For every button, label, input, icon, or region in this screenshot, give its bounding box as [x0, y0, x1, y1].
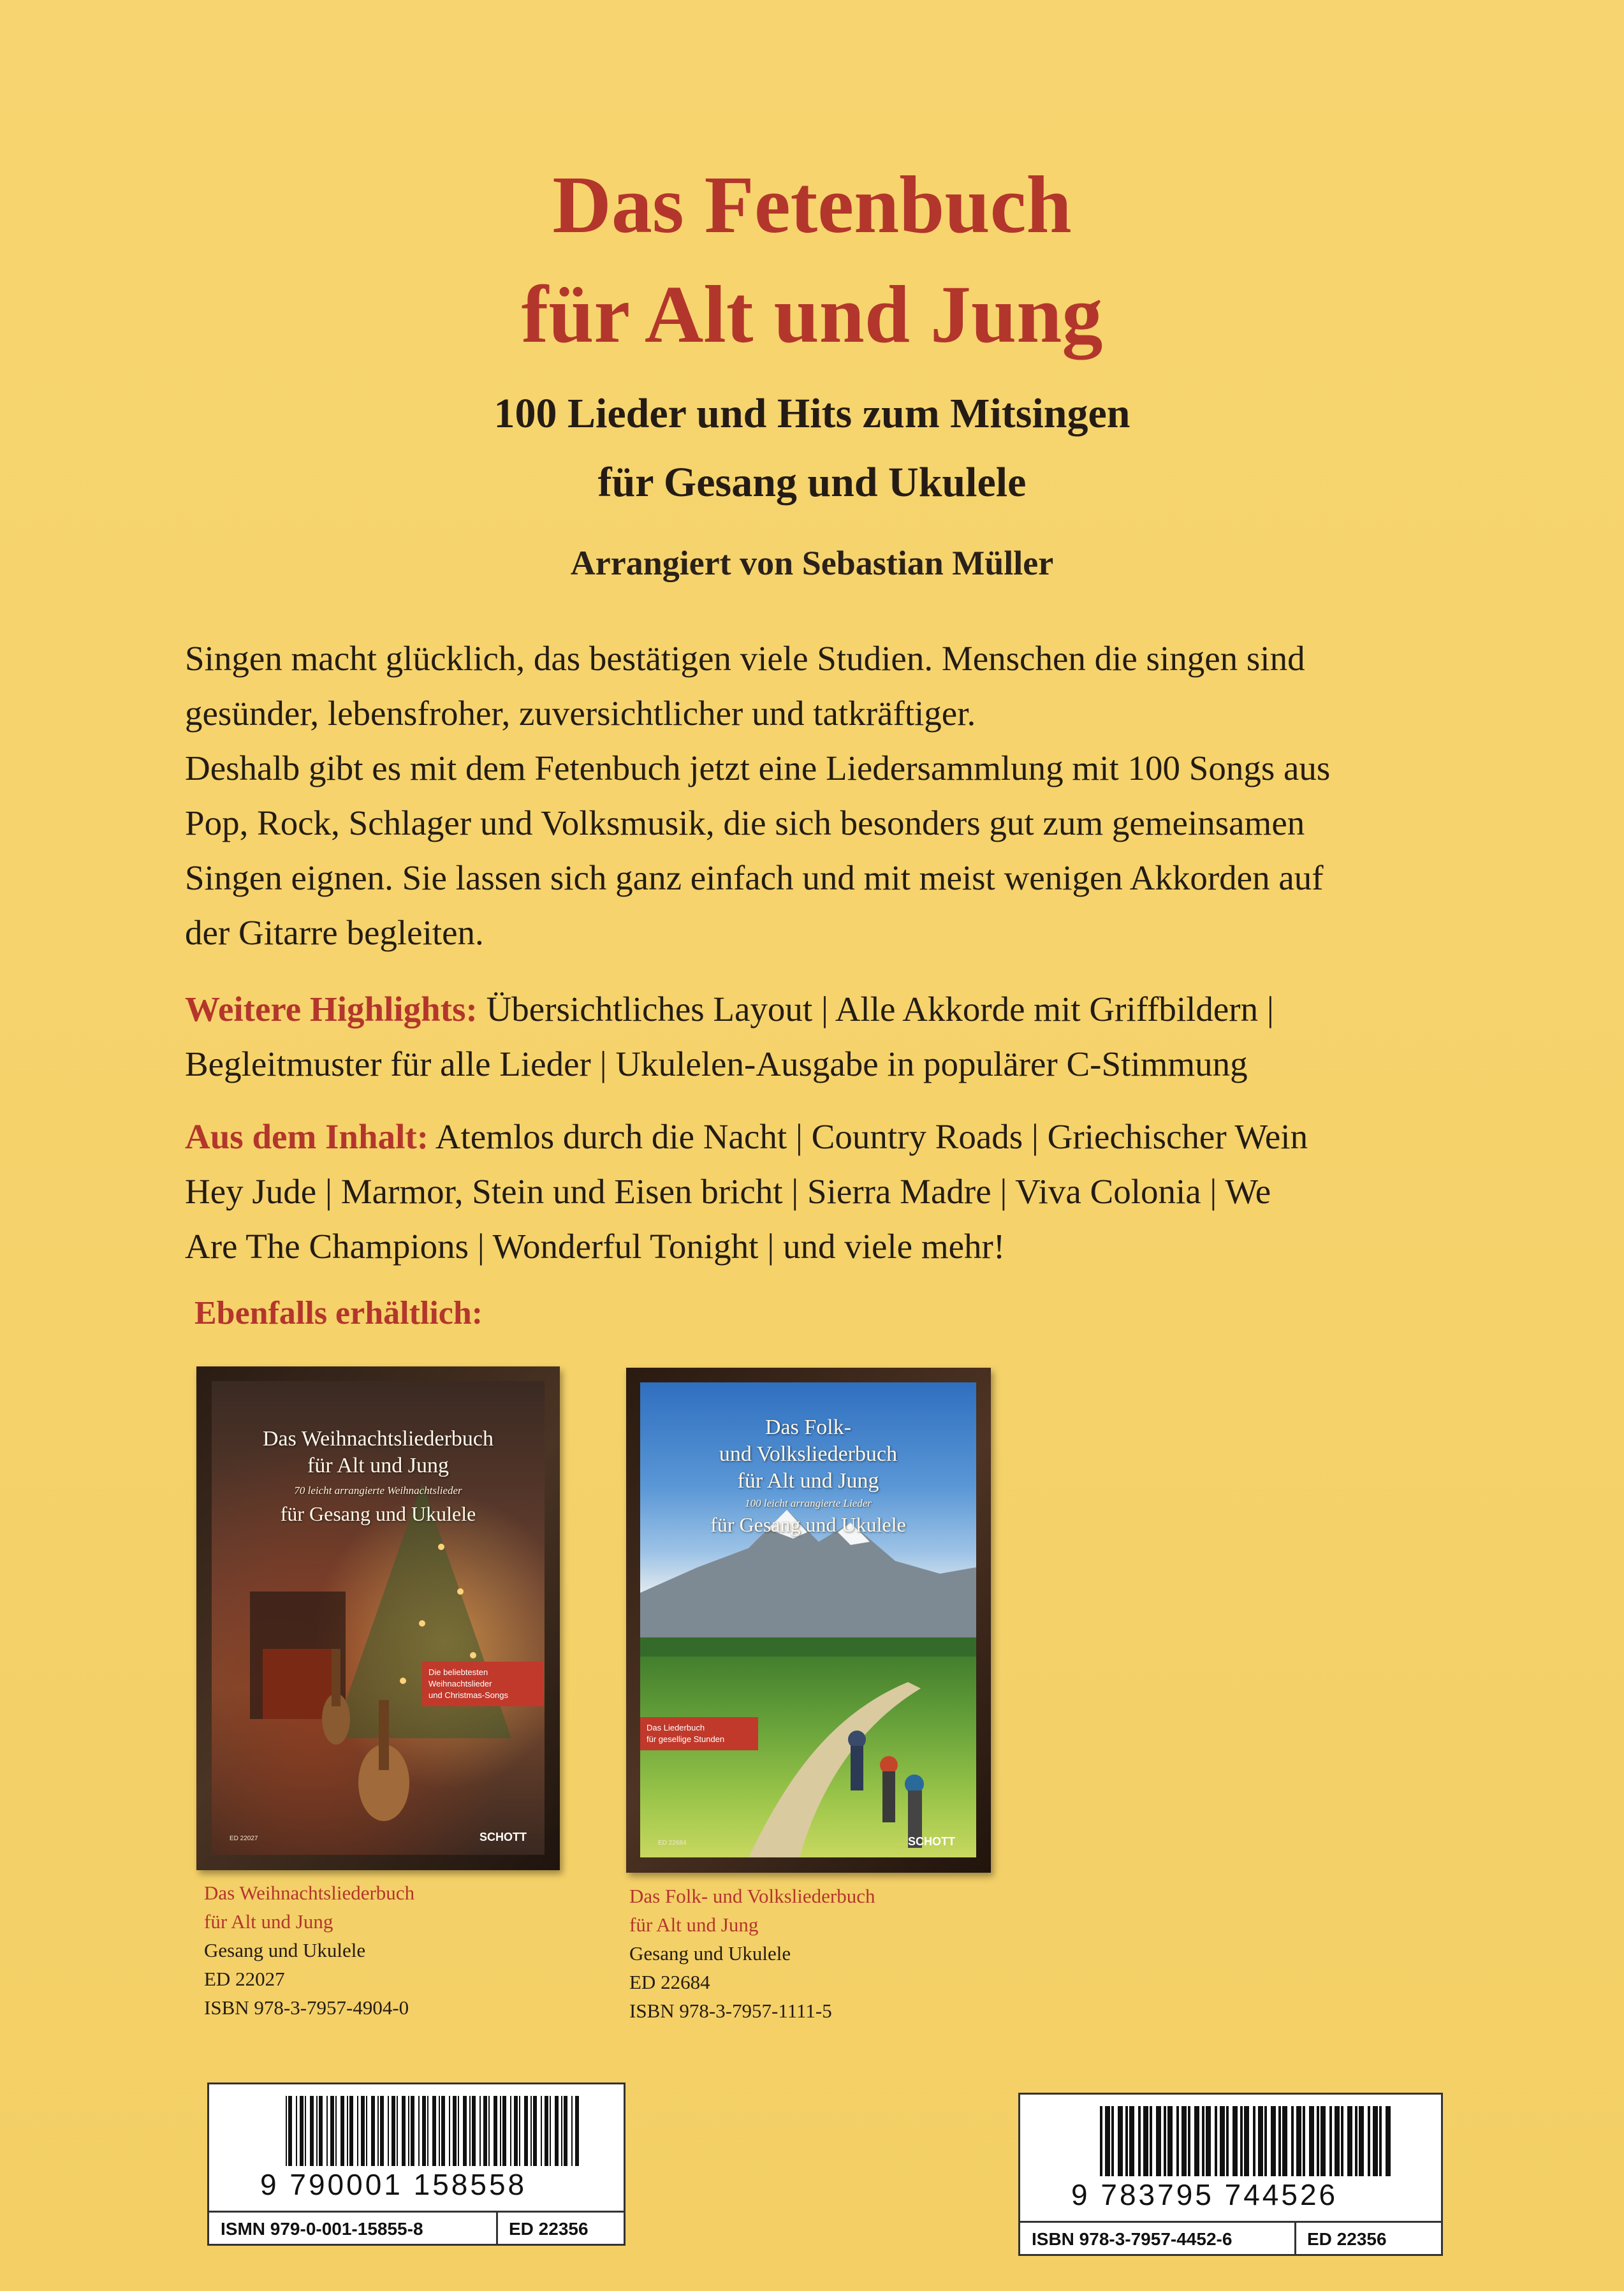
- title-line-2: für Alt und Jung: [521, 269, 1103, 360]
- barcode-bar: [316, 2096, 318, 2166]
- barcode-bar: [1233, 2106, 1238, 2176]
- barcode-bar: [366, 2096, 367, 2166]
- barcode-bar: [1329, 2106, 1332, 2176]
- barcode-ed: ED 22356: [1307, 2229, 1387, 2249]
- book-subtitle: [0, 379, 1624, 517]
- book-info-folk: Das Folk- und Volksliederbuch für Alt und Jung Gesang und Ukulele ED 22684 ISBN 978-3-7957-1111-5: [629, 1885, 875, 2022]
- barcode-bar: [545, 2096, 548, 2166]
- highlights-line-2: Begleitmuster für alle Lieder | Ukulelen-Ausgabe in populärer C-Stimmung: [185, 1044, 1248, 1083]
- barcode-bar: [550, 2096, 551, 2166]
- contents-label: Aus dem Inhalt:: [185, 1117, 429, 1156]
- barcode-bar: [530, 2096, 532, 2166]
- barcode-bar: [1143, 2106, 1148, 2176]
- barcode-bar: [1188, 2106, 1190, 2176]
- barcode-bar: [541, 2096, 542, 2166]
- barcode-bar: [1355, 2106, 1357, 2176]
- barcode-bar: [418, 2096, 420, 2166]
- publisher-logo: SCHOTT: [908, 1835, 955, 1848]
- barcode-bar: [564, 2096, 567, 2166]
- contents-line-1: Atemlos durch die Nacht | Country Roads | Griechischer Wein: [435, 1117, 1308, 1156]
- barcode-bar: [1226, 2106, 1229, 2176]
- barcode-digits: 9 783795 744526: [1071, 2178, 1338, 2211]
- barcode-bar: [1359, 2106, 1364, 2176]
- publisher-logo: SCHOTT: [479, 1831, 527, 1843]
- highlights-label: Weitere Highlights:: [185, 990, 478, 1028]
- barcode-bar: [1105, 2106, 1110, 2176]
- barcode-bar: [286, 2096, 287, 2166]
- title-line-1: Das Fetenbuch: [552, 159, 1072, 250]
- cover-edition: ED 22684: [658, 1840, 687, 1847]
- barcode-bar: [1181, 2106, 1187, 2176]
- barcode-bar: [524, 2096, 528, 2166]
- barcode-bar: [469, 2096, 471, 2166]
- barcode-bar: [1240, 2106, 1243, 2176]
- subtitle-line-2: für Gesang und Ukulele: [597, 459, 1027, 506]
- barcode-bar: [1271, 2106, 1276, 2176]
- barcode-bar: [1303, 2106, 1305, 2176]
- barcode-bar: [561, 2096, 562, 2166]
- barcode-bar: [1379, 2106, 1382, 2176]
- barcode-bar: [408, 2096, 409, 2166]
- barcode-bar: [371, 2096, 375, 2166]
- barcode-bar: [1220, 2106, 1225, 2176]
- barcode-bar: [1386, 2106, 1391, 2176]
- barcode-footer: [1020, 2221, 1441, 2256]
- barcode-bar: [1244, 2106, 1249, 2176]
- cover-tag: Die beliebtesten Weihnachtslieder und Christmas-Songs: [422, 1662, 543, 1706]
- barcode-bar: [330, 2096, 334, 2166]
- barcode-bar: [1278, 2106, 1281, 2176]
- barcode-bar: [1309, 2106, 1314, 2176]
- barcode-bar: [300, 2096, 304, 2166]
- barcode-bar: [1118, 2106, 1123, 2176]
- contents-section: [185, 1109, 1467, 1274]
- intro-line: Singen eignen. Sie lassen sich ganz einfach und mit meist wenigen Akkorden auf: [185, 858, 1324, 897]
- barcode-bar: [377, 2096, 379, 2166]
- barcode-bar: [1373, 2106, 1378, 2176]
- barcode-bar: [1296, 2106, 1301, 2176]
- barcode-ed: ED 22356: [509, 2219, 589, 2239]
- cover-tag: Das Liederbuch für gesellige Stunden: [640, 1717, 758, 1750]
- barcode-digits: 9 790001 158558: [260, 2168, 527, 2201]
- also-available-label: Ebenfalls erhältlich:: [194, 1295, 483, 1331]
- cover-title: Das Weihnachtsliederbuch für Alt und Jung: [262, 1427, 494, 1477]
- barcode-bar: [449, 2096, 450, 2166]
- barcode-bar: [458, 2096, 459, 2166]
- barcode-ismn: [207, 2082, 625, 2246]
- cover-title: Das Folk- und Volksliederbuch für Alt und Jung: [719, 1416, 898, 1493]
- book-info-christmas: Das Weihnachtsliederbuch für Alt und Jung Gesang und Ukulele ED 22027 ISBN 978-3-7957-4904-0: [204, 1882, 415, 2019]
- barcode-bar: [472, 2096, 476, 2166]
- barcode-bar: [1368, 2106, 1370, 2176]
- barcode-bar: [483, 2096, 487, 2166]
- barcode-bar: [441, 2096, 445, 2166]
- intro-line: Deshalb gibt es mit dem Fetenbuch jetzt eine Liedersammlung mit 100 Songs aus: [185, 749, 1331, 787]
- barcode-bar: [432, 2096, 436, 2166]
- barcode-bar: [1156, 2106, 1161, 2176]
- barcode-bar: [488, 2096, 490, 2166]
- barcode-bar: [1100, 2106, 1102, 2176]
- book-cover-christmas: [212, 1381, 545, 1855]
- cover-line: für Gesang und Ukulele: [710, 1513, 906, 1536]
- book-title: [0, 150, 1624, 369]
- intro-line: Pop, Rock, Schlager und Volksmusik, die sich besonders gut zum gemeinsamen: [185, 803, 1305, 842]
- barcode-bar: [1258, 2106, 1263, 2176]
- barcode-divider: [496, 2213, 498, 2246]
- barcode-bar: [1347, 2106, 1352, 2176]
- barcode-bar: [402, 2096, 406, 2166]
- cover-subtitle: 70 leicht arrangierte Weihnachtslieder: [294, 1484, 462, 1497]
- barcode-bar: [1253, 2106, 1255, 2176]
- barcode-code: ISBN 978-3-7957-4452-6: [1032, 2229, 1233, 2249]
- intro-line: Singen macht glücklich, das bestätigen viele Studien. Menschen die singen sind: [185, 639, 1305, 678]
- barcode-bar: [397, 2096, 398, 2166]
- barcode-bar: [453, 2096, 457, 2166]
- barcode-bar: [422, 2096, 426, 2166]
- cover-line: für Gesang und Ukulele: [280, 1502, 476, 1525]
- barcode-bar: [571, 2096, 573, 2166]
- cover-edition: ED 22027: [230, 1835, 258, 1842]
- barcode-bar: [391, 2096, 395, 2166]
- barcode-bar: [347, 2096, 348, 2166]
- barcode-bar: [1264, 2106, 1267, 2176]
- barcode-bar: [411, 2096, 414, 2166]
- arranger-credit: Arrangiert von Sebastian Müller: [570, 544, 1054, 582]
- barcode-bar: [1291, 2106, 1294, 2176]
- intro-line: der Gitarre begleiten.: [185, 913, 484, 952]
- book-cover-folk: [640, 1382, 976, 1857]
- barcode-bar: [519, 2096, 520, 2166]
- barcode-bar: [305, 2096, 306, 2166]
- barcode-footer: [209, 2211, 624, 2246]
- barcode-bar: [380, 2096, 384, 2166]
- barcode-bar: [463, 2096, 467, 2166]
- barcode-bar: [1282, 2106, 1287, 2176]
- barcode-code: ISMN 979-0-001-15855-8: [221, 2219, 423, 2239]
- subtitle-line-1: 100 Lieder und Hits zum Mitsingen: [494, 390, 1130, 437]
- barcode-bar: [310, 2096, 314, 2166]
- barcode-bar: [1167, 2106, 1173, 2176]
- barcode-bar: [1111, 2106, 1114, 2176]
- barcode-isbn: [1018, 2093, 1443, 2256]
- barcode-bar: [439, 2096, 440, 2166]
- barcode-bar: [319, 2096, 323, 2166]
- barcode-bar: [1202, 2106, 1204, 2176]
- barcode-bar: [514, 2096, 518, 2166]
- barcode-bar: [533, 2096, 537, 2166]
- barcode-bar: [1215, 2106, 1217, 2176]
- barcode-bar: [349, 2096, 353, 2166]
- barcode-bar: [288, 2096, 292, 2166]
- barcode-bar: [361, 2096, 365, 2166]
- barcode-bar: [510, 2096, 511, 2166]
- intro-line: gesünder, lebensfroher, zuversichtlicher und tatkräftiger.: [185, 694, 976, 733]
- barcode-bar: [340, 2096, 344, 2166]
- barcode-bar: [296, 2096, 297, 2166]
- barcode-bar: [335, 2096, 337, 2166]
- barcode-bar: [357, 2096, 358, 2166]
- highlights-line-1: Übersichtliches Layout | Alle Akkorde mit Griffbildern |: [486, 990, 1274, 1028]
- barcode-bar: [388, 2096, 389, 2166]
- barcode-divider: [1294, 2223, 1296, 2256]
- highlights-section: [185, 982, 1467, 1092]
- barcode-bar: [326, 2096, 328, 2166]
- barcode-bar: [1194, 2106, 1199, 2176]
- barcode-bar: [502, 2096, 506, 2166]
- barcode-bar: [1125, 2106, 1128, 2176]
- contents-line-3: Are The Champions | Wonderful Tonight | und viele mehr!: [185, 1227, 1006, 1266]
- barcode-bar: [1341, 2106, 1343, 2176]
- barcode-bar: [494, 2096, 497, 2166]
- contents-line-2: Hey Jude | Marmor, Stein und Eisen bricht | Sierra Madre | Viva Colonia | We: [185, 1172, 1271, 1211]
- barcode-bar: [1150, 2106, 1152, 2176]
- barcode-bar: [1317, 2106, 1319, 2176]
- barcode-bar: [555, 2096, 559, 2166]
- barcode-bar: [1335, 2106, 1340, 2176]
- barcode-bar: [1138, 2106, 1141, 2176]
- barcode-bar: [1176, 2106, 1179, 2176]
- barcode-bar: [1320, 2106, 1326, 2176]
- barcode-bar: [575, 2096, 579, 2166]
- barcode-bar: [479, 2096, 481, 2166]
- barcode-bar: [1164, 2106, 1166, 2176]
- cover-subtitle: 100 leicht arrangierte Lieder: [745, 1497, 872, 1509]
- barcode-bar: [1206, 2106, 1211, 2176]
- barcode-bar: [427, 2096, 428, 2166]
- barcode-bar: [500, 2096, 501, 2166]
- intro-text: [185, 631, 1467, 960]
- barcode-bar: [1129, 2106, 1134, 2176]
